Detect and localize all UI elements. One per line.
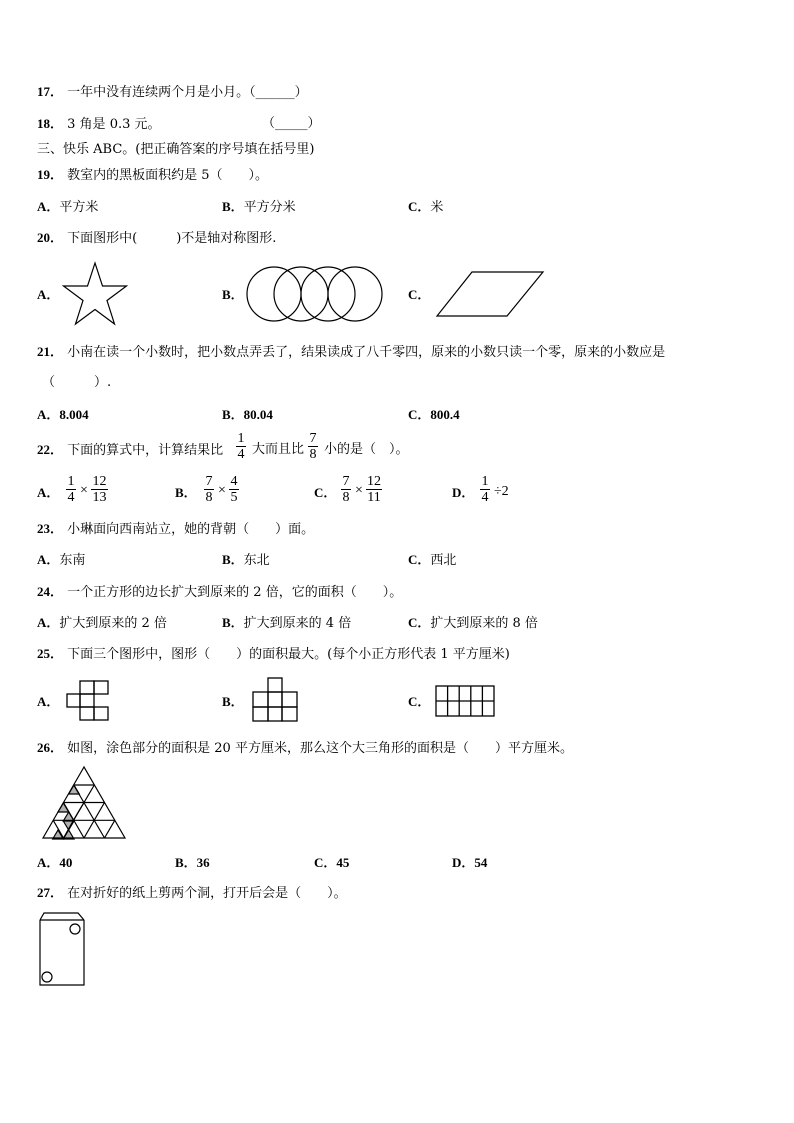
divide-operation: ÷2: [494, 484, 509, 499]
parallelogram-figure: [436, 271, 544, 317]
shaded-triangle: [63, 812, 74, 821]
option-a: A．扩大到原来的 2 倍: [37, 615, 167, 631]
question-24: [37, 584, 402, 601]
question-text: 在对折好的纸上剪两个洞，打开后会是（ ）。: [67, 886, 347, 901]
fraction: 7 8: [205, 474, 213, 505]
question-number: 27．: [37, 885, 64, 900]
option-a: A．: [37, 694, 60, 709]
grid-figure-a: [66, 680, 110, 722]
fraction: 4 5: [230, 474, 238, 505]
option-b: B．平方分米: [222, 199, 296, 215]
grid-figure-b: [252, 677, 298, 723]
question-22: [37, 442, 223, 459]
option-c: C．: [408, 694, 431, 709]
question-text: 大而且比: [252, 442, 305, 457]
option-c: C．西北: [408, 552, 457, 568]
star-figure: [62, 262, 128, 326]
option-b: B．东北: [222, 552, 270, 568]
option-a: A．东南: [37, 552, 86, 568]
hole: [42, 972, 52, 982]
multiply-sign: ×: [218, 483, 226, 498]
fraction: 1 4: [67, 474, 75, 505]
question-26: [37, 740, 573, 757]
option-a: A．: [37, 287, 60, 302]
option-d: D．: [452, 485, 475, 500]
question-17: [37, 84, 308, 101]
option-b: B．扩大到原来的 4 倍: [222, 615, 352, 631]
triangle-figure: [42, 767, 126, 839]
question-21: [37, 344, 665, 361]
option-b: B．: [175, 485, 197, 500]
question-number: 18．: [37, 116, 64, 131]
question-number: 19．: [37, 167, 64, 182]
option-c: C．米: [408, 199, 444, 215]
multiply-sign: ×: [80, 483, 88, 498]
question-continuation: （ ）.: [42, 375, 112, 390]
section-heading: 三、快乐 ABC。(把正确答案的序号填在括号里): [37, 142, 315, 157]
question-text: 下面的算式中，计算结果比: [67, 443, 224, 458]
question-text: 小琳面向西南站立，她的背朝（ ）面。: [67, 522, 315, 537]
question-number: 24．: [37, 584, 64, 599]
question-25: [37, 646, 510, 663]
question-20: [37, 230, 276, 247]
question-number: 21．: [37, 344, 64, 359]
option-b: B．36: [175, 855, 210, 870]
question-19: [37, 167, 268, 184]
question-number: 22．: [37, 442, 64, 457]
question-number: 26．: [37, 740, 64, 755]
option-d: D．54: [452, 855, 488, 870]
option-c: C．扩大到原来的 8 倍: [408, 615, 538, 631]
fraction: 7 8: [342, 474, 350, 505]
question-number: 17．: [37, 84, 64, 99]
answer-blank: （_____）: [262, 116, 321, 131]
four-rings-figure: [244, 266, 384, 322]
question-18: [37, 116, 161, 133]
question-number: 20．: [37, 230, 64, 245]
fraction: 7 8: [309, 431, 317, 462]
question-27: [37, 885, 347, 902]
question-text: 一年中没有连续两个月是小月。（______）: [67, 85, 308, 100]
fraction: 1 4: [237, 431, 245, 462]
question-text: 下面图形中( )不是轴对称图形.: [67, 231, 277, 246]
option-b: B．80.04: [222, 407, 273, 422]
option-a: A．8.004: [37, 407, 89, 422]
question-text: 3 角是 0.3 元。: [67, 117, 161, 132]
option-b: B．: [222, 694, 244, 709]
option-a: A．平方米: [37, 199, 99, 215]
option-a: A．40: [37, 855, 73, 870]
question-text: 一个正方形的边长扩大到原来的 2 倍，它的面积（ ）。: [67, 585, 403, 600]
folded-paper-figure: [38, 911, 86, 987]
option-b: B．: [222, 287, 244, 302]
multiply-sign: ×: [355, 483, 363, 498]
question-number: 25．: [37, 646, 64, 661]
fraction: 12 13: [92, 474, 107, 505]
grid-figure-c: [435, 685, 495, 717]
option-c: C．: [408, 287, 431, 302]
question-text: 小的是（ ）。: [324, 442, 409, 457]
fraction: 1 4: [481, 474, 489, 505]
option-c: C．800.4: [408, 407, 460, 422]
option-a: A．: [37, 485, 60, 500]
fraction: 12 11: [367, 474, 381, 505]
question-text: 教室内的黑板面积约是 5（ ）。: [67, 168, 269, 183]
question-text: 下面三个图形中，图形（ ）的面积最大。(每个小正方形代表 1 平方厘米): [67, 647, 510, 662]
question-text: 小南在读一个小数时，把小数点弄丢了，结果读成了八千零四，原来的小数只读一个零，原来的小数应是: [67, 345, 666, 360]
question-text: 如图，涂色部分的面积是 20 平方厘米，那么这个大三角形的面积是（ ）平方厘米。: [67, 741, 573, 756]
option-c: C．: [314, 485, 337, 500]
hole: [70, 924, 80, 934]
question-number: 23．: [37, 521, 64, 536]
option-c: C．45: [314, 855, 350, 870]
shaded-triangle: [58, 803, 69, 812]
question-23: [37, 521, 314, 538]
